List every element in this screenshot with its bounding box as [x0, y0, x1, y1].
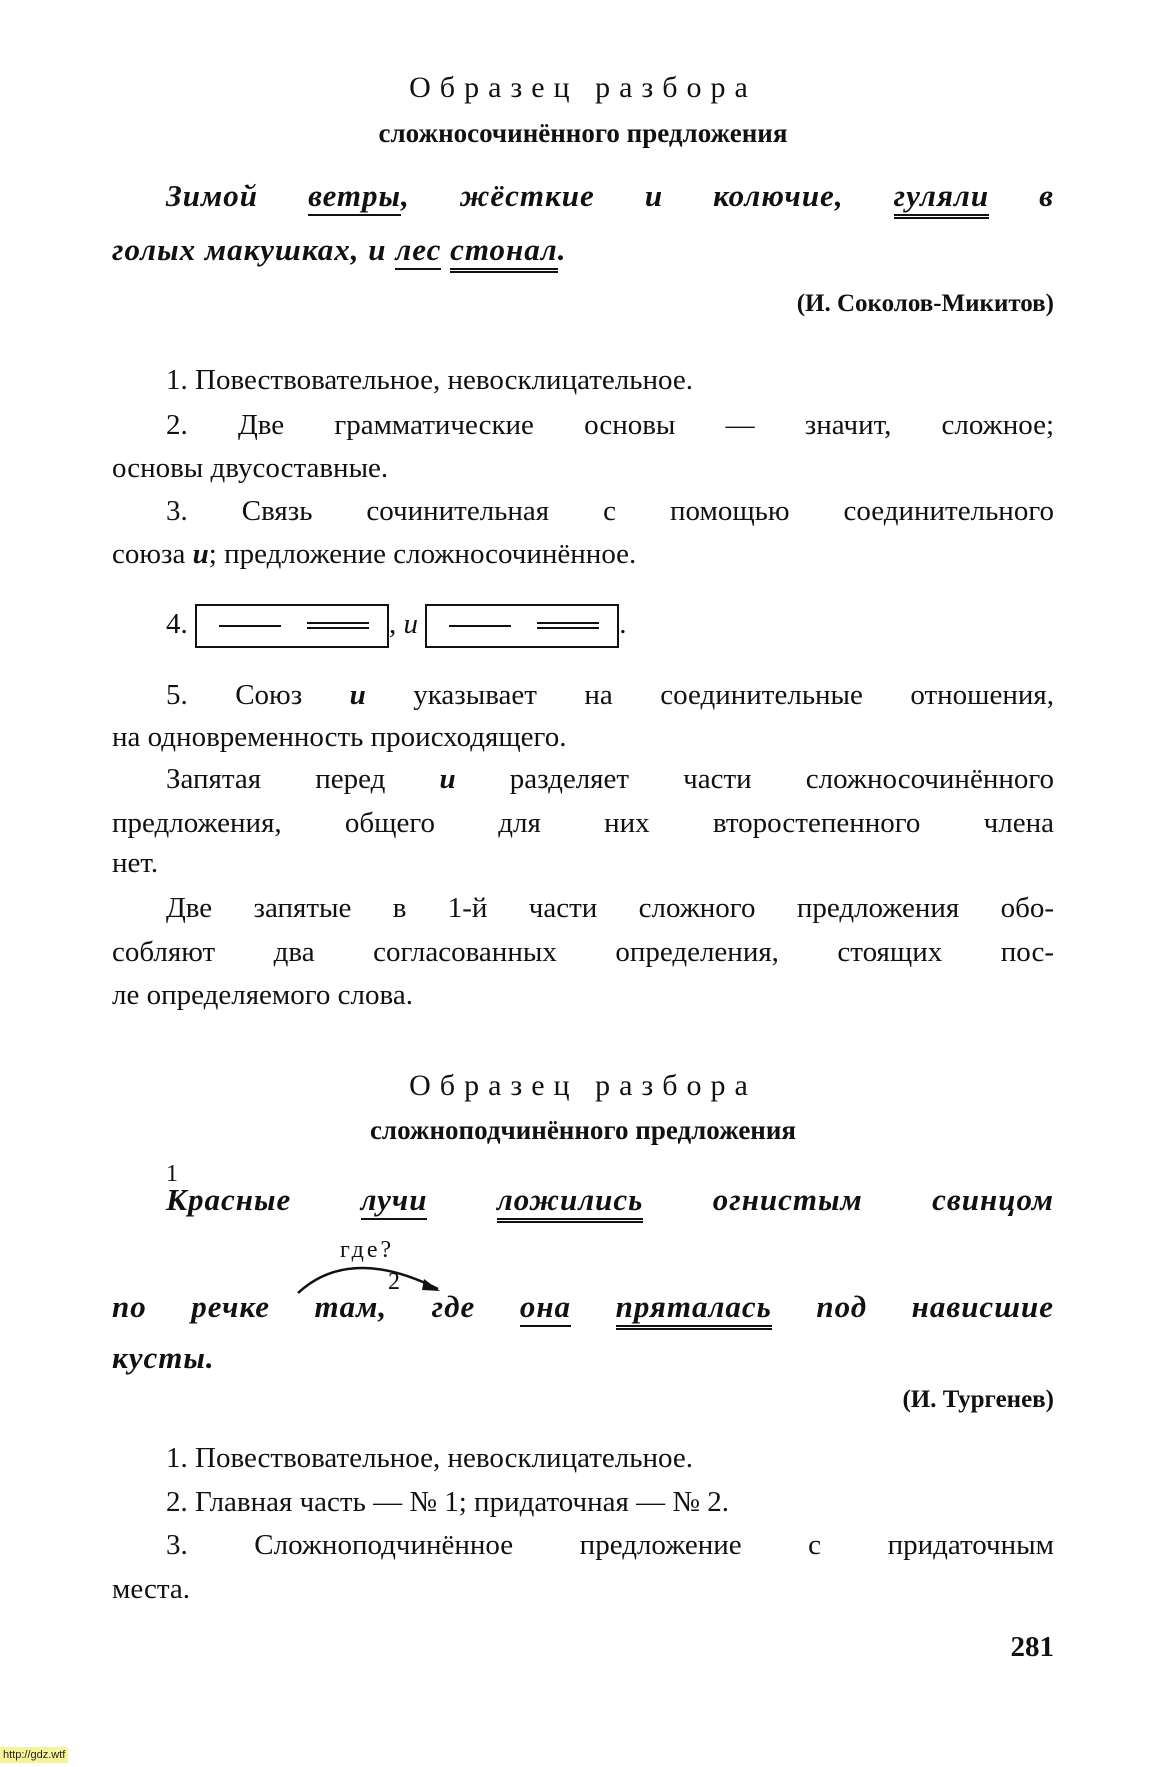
conjunction: и [403, 608, 418, 640]
author-1: (И. Соколов-Микитов) [796, 290, 1054, 317]
part-label-1: 1 [166, 1161, 178, 1187]
word: огнистым свинцом [712, 1182, 1055, 1217]
analysis-1: 1. Повествовательное, невосклицательное. [166, 364, 693, 396]
analysis-3b [112, 536, 1054, 572]
word: где [431, 1289, 476, 1324]
scheme-box-2 [425, 604, 619, 648]
word: Зимой [166, 178, 258, 213]
author-2: (И. Тургенев) [902, 1386, 1054, 1413]
comma: , [389, 608, 397, 640]
example2-line1 [166, 1182, 1054, 1218]
analysis2-3b: места. [112, 1573, 190, 1605]
text: ; предложение сложносочинённое. [208, 538, 637, 570]
analysis-6b: предложения, общего для них второстепенного члена [112, 807, 1054, 839]
text: Запятая перед [166, 763, 386, 795]
word: под нависшие [816, 1289, 1055, 1324]
predicate-word: пряталась [616, 1289, 772, 1330]
text: указывает на соединительные отношения, [413, 679, 1055, 711]
predicate-word: гуляли [894, 178, 989, 219]
analysis2-3a: 3. Сложноподчинённое предложение с придаточным [166, 1529, 1054, 1561]
conjunction: и [439, 763, 456, 795]
word: голых макушках, и [112, 232, 387, 267]
word: . [557, 232, 567, 267]
section2-subtitle: сложноподчинённого предложения [369, 1115, 797, 1145]
text: союза [112, 538, 186, 570]
analysis-7c: ле определяемого слова. [112, 979, 413, 1011]
subject-word: она [520, 1289, 571, 1327]
subject-word: ветры [308, 178, 401, 216]
example-sentence-line1 [166, 178, 1054, 214]
analysis-6c: нет. [112, 847, 159, 879]
page-number: 281 [1010, 1631, 1054, 1663]
section2-title: Образец разбора [409, 1069, 757, 1102]
period: . [619, 608, 627, 640]
conjunction: и [349, 679, 366, 711]
analysis-3a: 3. Связь сочинительная с помощью соединительного [166, 495, 1054, 527]
word: по речке [112, 1289, 270, 1324]
example-sentence-line2 [112, 232, 1054, 268]
part-label-2: 2 [388, 1269, 400, 1295]
word: Красные [166, 1182, 292, 1217]
subject-word: лучи [361, 1182, 428, 1220]
word: , жёсткие и колючие, [401, 178, 844, 213]
section1-subtitle: сложносочинённого предложения [378, 118, 788, 148]
item-number: 4. [166, 608, 188, 640]
example2-line3: кусты. [112, 1340, 215, 1375]
text: разделяет части сложносочинённого [509, 763, 1055, 795]
example2-line2 [112, 1289, 1054, 1325]
word: в [1039, 178, 1055, 213]
subject-word: лес [395, 232, 441, 270]
analysis2-2: 2. Главная часть — № 1; придаточная — № 2. [166, 1486, 729, 1518]
analysis-2a: 2. Две грамматические основы — значит, сложное; [166, 409, 1054, 441]
predicate-word: ложились [497, 1182, 643, 1223]
analysis-6a [166, 761, 1054, 797]
predicate-word: стонал [450, 232, 558, 273]
analysis-7a: Две запятые в 1-й части сложного предложения обо- [166, 892, 1054, 924]
scheme [166, 604, 1054, 648]
analysis-5b: на одновременность происходящего. [112, 721, 567, 753]
question-label: где? [340, 1237, 395, 1263]
scheme-box-1 [195, 604, 389, 648]
conjunction: и [192, 538, 209, 570]
analysis2-1: 1. Повествовательное, невосклицательное. [166, 1442, 693, 1474]
text: 5. Союз [166, 679, 303, 711]
analysis-2b: основы двусоставные. [112, 452, 389, 484]
watermark-link[interactable]: http://gdz.wtf [0, 1747, 68, 1763]
analysis-7b: собляют два согласованных определения, стоящих пос- [112, 936, 1054, 968]
section1-title: Образец разбора [409, 71, 757, 104]
analysis-5a [166, 677, 1054, 713]
word: там, [314, 1289, 388, 1324]
